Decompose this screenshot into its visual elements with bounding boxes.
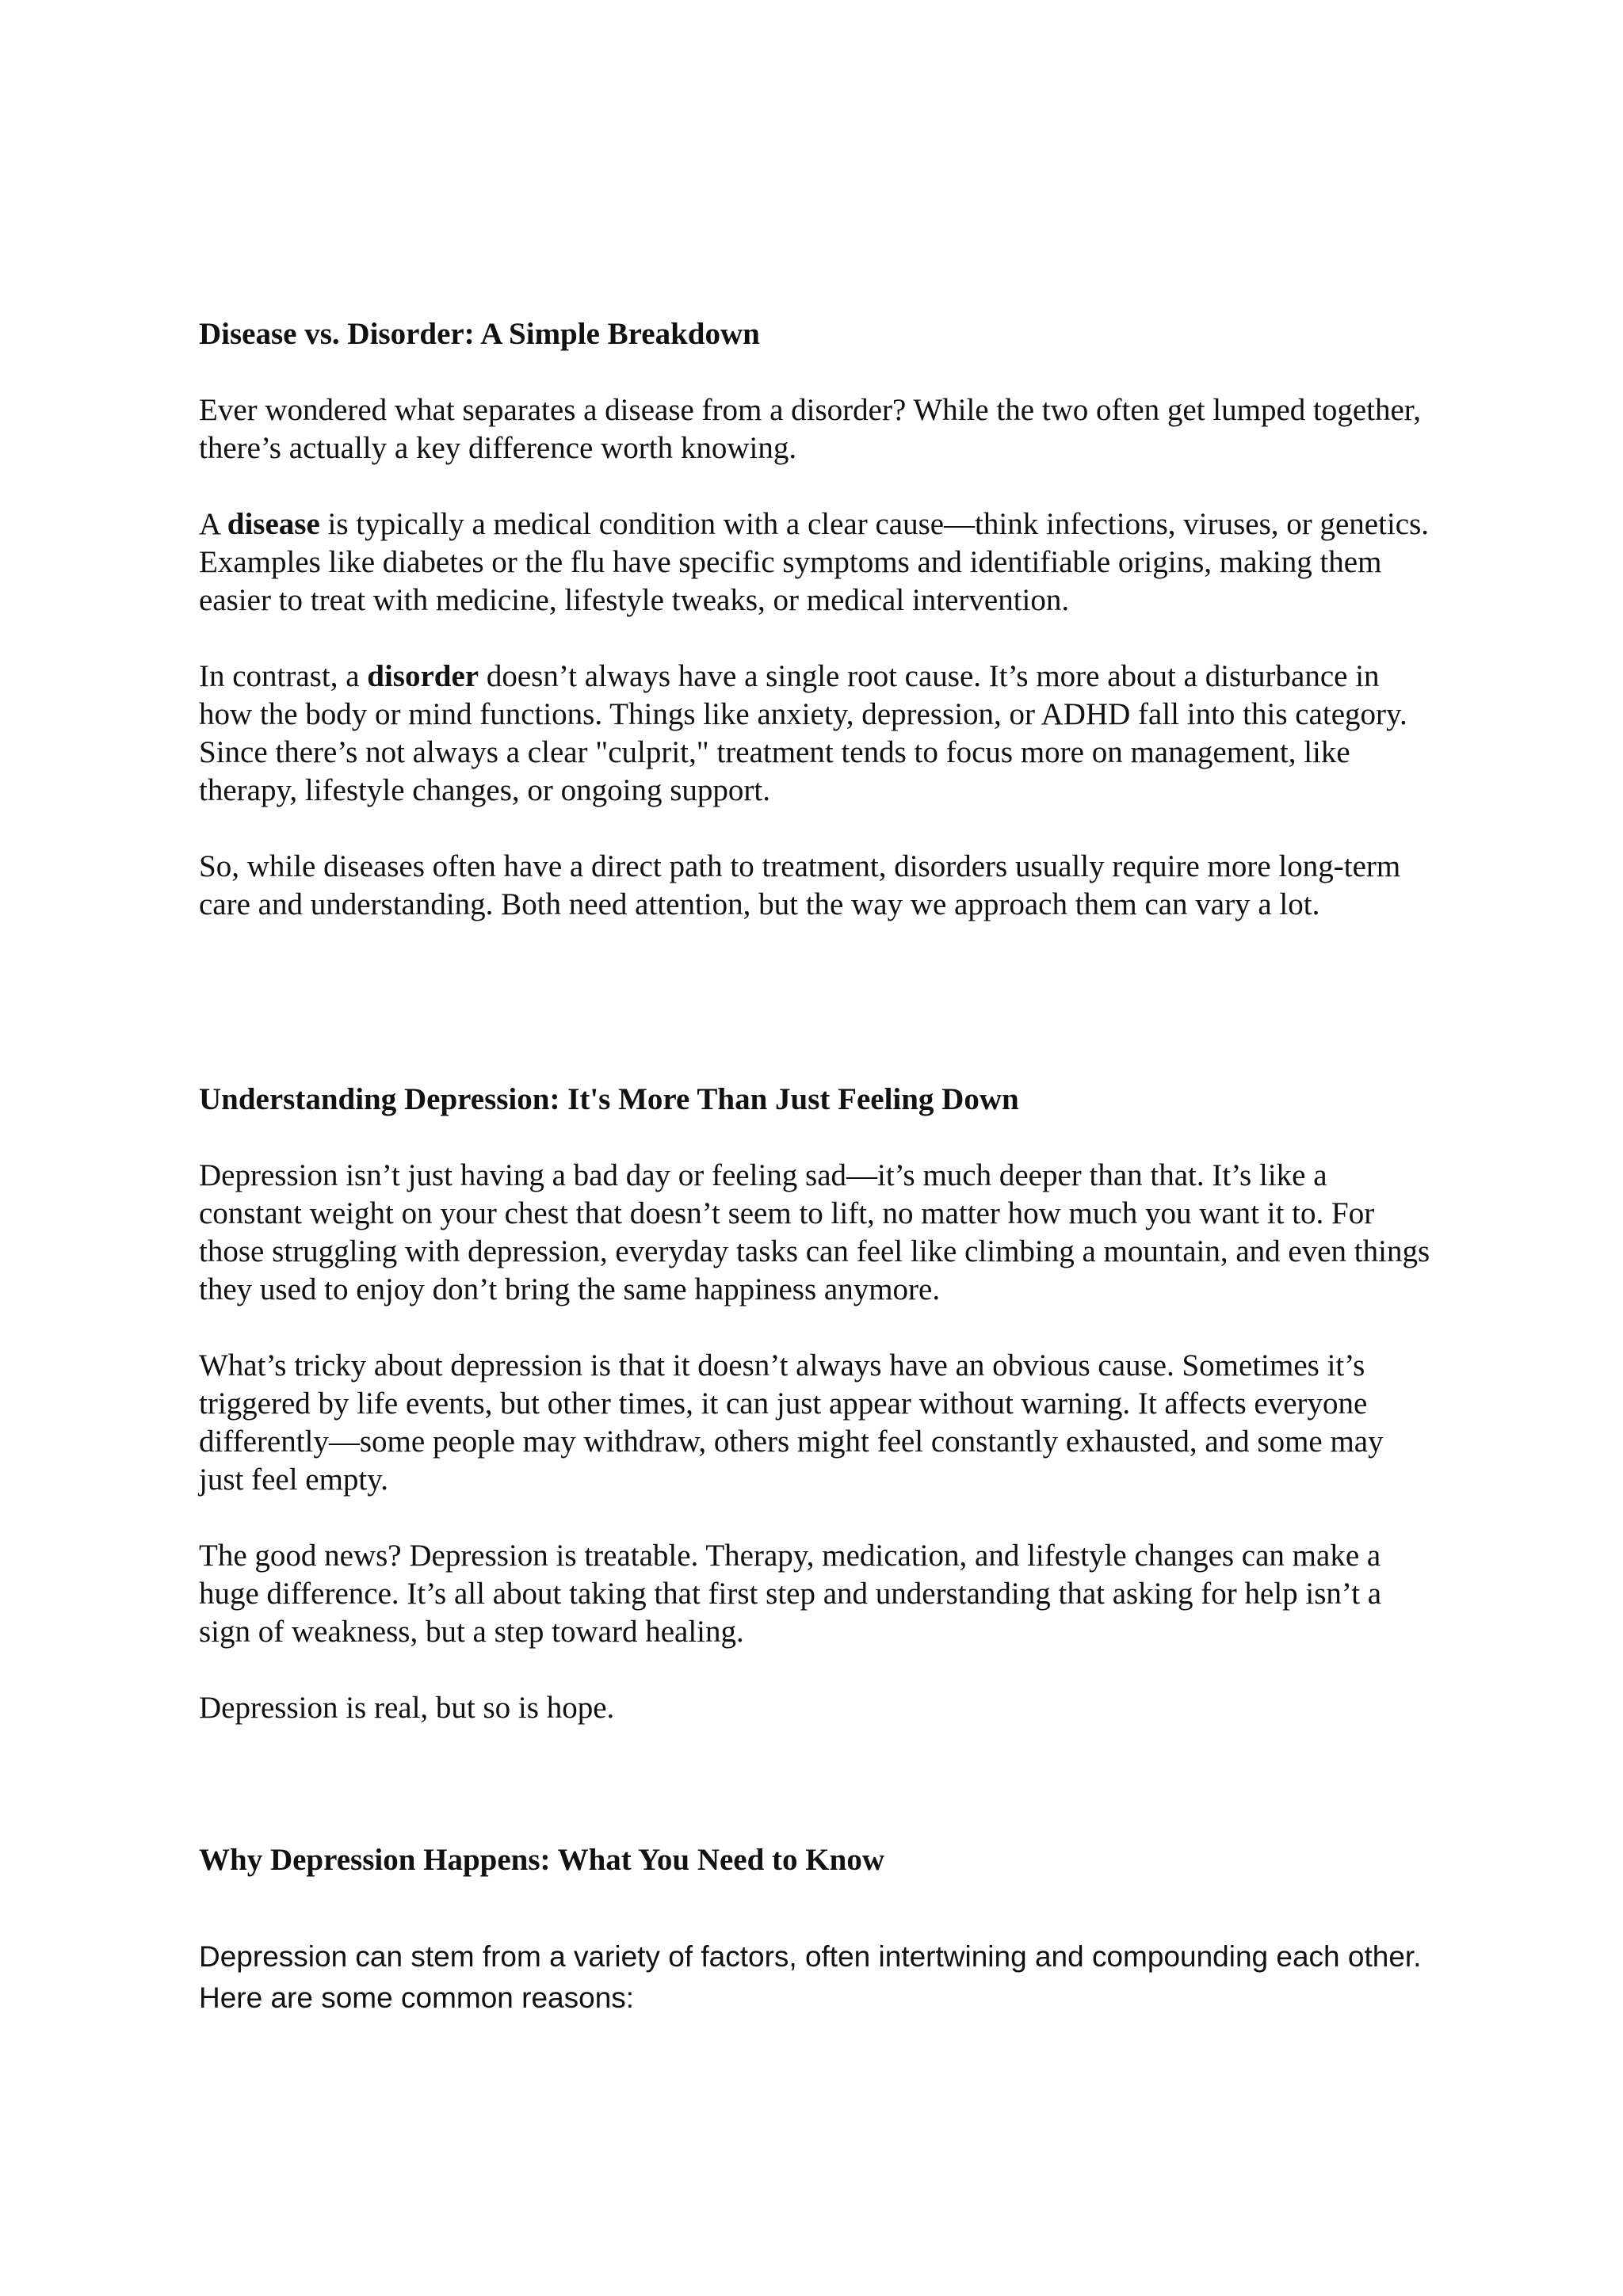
text-span: In contrast, a bbox=[199, 659, 368, 693]
bold-term: disorder bbox=[367, 659, 479, 693]
paragraph bbox=[199, 658, 1435, 810]
paragraph bbox=[199, 505, 1435, 620]
section-heading: Why Depression Happens: What You Need to Know bbox=[199, 1843, 884, 1877]
paragraph: Depression can stem from a variety of factors, often intertwining and compounding each other. Here are some common reasons: bbox=[199, 1940, 1422, 2014]
section-why-depression-happens bbox=[199, 1841, 1435, 2019]
section-heading: Understanding Depression: It's More Than Just Feeling Down bbox=[199, 1082, 1019, 1116]
bold-term: disease bbox=[227, 507, 320, 541]
text-span: A bbox=[199, 507, 227, 541]
section-heading: Disease vs. Disorder: A Simple Breakdown bbox=[199, 317, 760, 351]
paragraph: Ever wondered what separates a disease from a disorder? While the two often get lumped together, there’s actually a key difference worth knowing. bbox=[199, 393, 1421, 465]
paragraph: So, while diseases often have a direct path to treatment, disorders usually require more long-term care and understanding. Both need attention, but the way we approach them can vary a lot. bbox=[199, 849, 1401, 921]
paragraph: Depression isn’t just having a bad day or feeling sad—it’s much deeper than that. It’s like a constant weight on your chest that doesn’t seem to lift, no matter how much you want it to. For those struggling with depression, everyday tasks can feel like climbing a mountain, and even things they used to enjoy don’t bring the same happiness anymore. bbox=[199, 1158, 1430, 1306]
section-understanding-depression bbox=[199, 1081, 1435, 1727]
paragraph: Depression is real, but so is hope. bbox=[199, 1691, 615, 1725]
paragraph: The good news? Depression is treatable. Therapy, medication, and lifestyle changes can make a huge difference. It’s all about taking that first step and understanding that asking for help isn’t a sign of weakness, but a step toward healing. bbox=[199, 1539, 1382, 1649]
text-span: doesn’t always have a single root cause. It’s more about a disturbance in how the body or mind functions. Things like anxiety, depression, or ADHD fall into this category. Since there’s not always a clear "culprit," treatment tends to focus more on management, like therapy, lifestyle changes, or ongoing support. bbox=[199, 659, 1407, 807]
paragraph: What’s tricky about depression is that it doesn’t always have an obvious cause. Sometimes it’s triggered by life events, but other times, it can just appear without warning. It affects everyone differently—some people may withdraw, others might feel constantly exhausted, and some may just feel empty. bbox=[199, 1348, 1384, 1497]
text-span: is typically a medical condition with a clear cause—think infections, viruses, or genetics. Examples like diabetes or the flu have specific symptoms and identifiable origins, making them easier to treat with medicine, lifestyle tweaks, or medical intervention. bbox=[199, 507, 1430, 617]
section-disease-vs-disorder bbox=[199, 315, 1435, 924]
